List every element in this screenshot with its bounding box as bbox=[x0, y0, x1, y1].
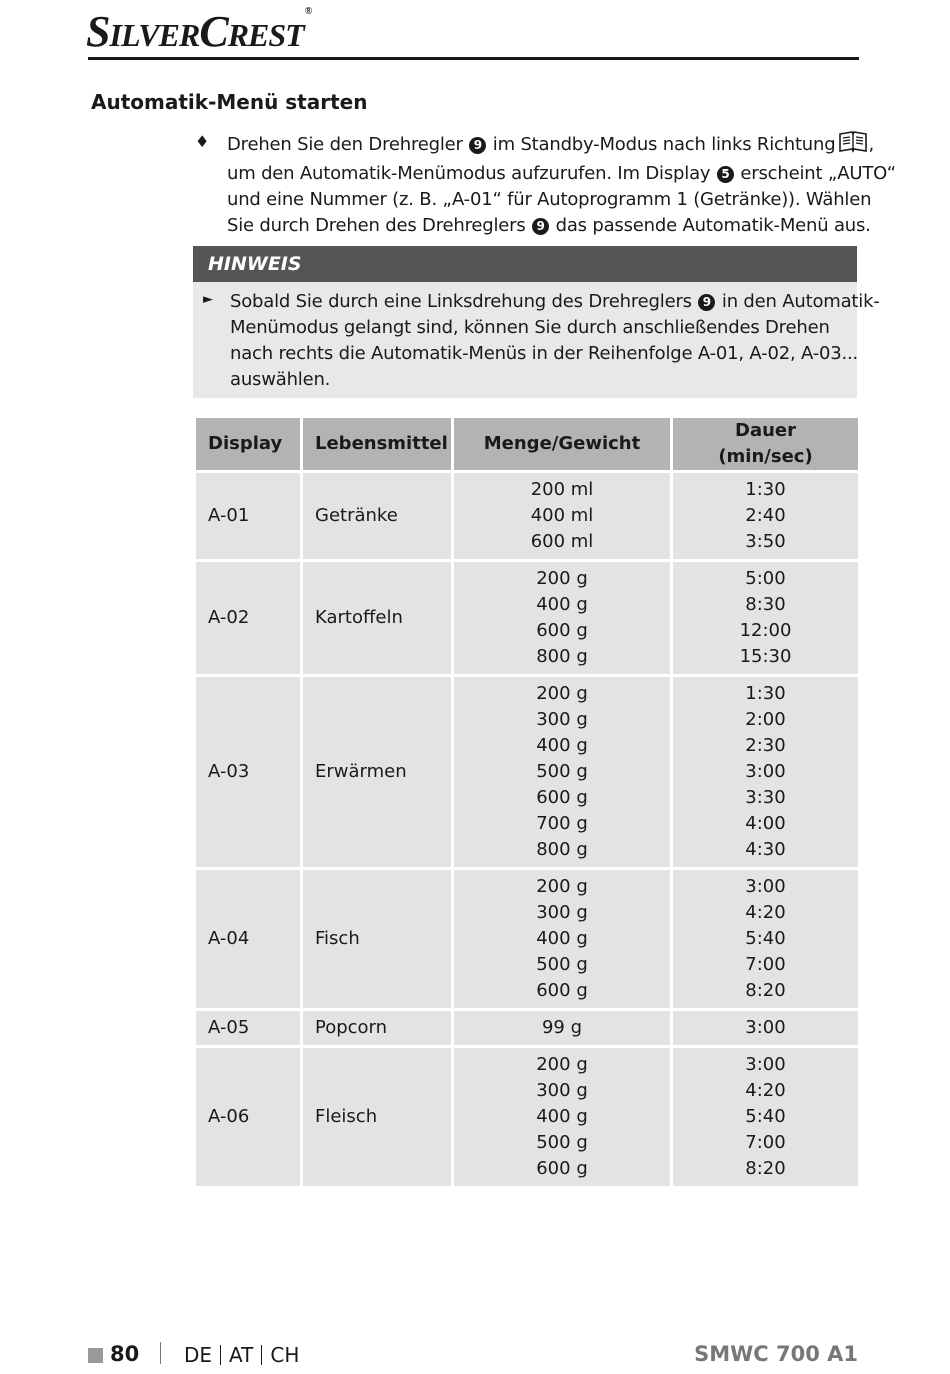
footer-separator bbox=[160, 1342, 161, 1364]
duration-value: 7:00 bbox=[745, 954, 786, 975]
header-amount: Menge/Gewicht bbox=[453, 417, 672, 472]
amount-value: 200 g bbox=[536, 683, 588, 704]
cell-durations bbox=[672, 1010, 860, 1047]
intro-text: um den Automatik-Menümodus aufzurufen. Im Display bbox=[227, 163, 711, 184]
header-duration bbox=[672, 417, 860, 472]
duration-value: 7:00 bbox=[745, 1132, 786, 1153]
duration-value: 3:00 bbox=[745, 876, 786, 897]
cell-amounts bbox=[453, 676, 672, 869]
intro-text: , bbox=[868, 134, 874, 155]
cell-durations bbox=[672, 676, 860, 869]
amount-value: 700 g bbox=[536, 813, 588, 834]
amount-value: 400 g bbox=[536, 594, 588, 615]
duration-value: 1:30 bbox=[745, 683, 786, 704]
cell-display: A-06 bbox=[195, 1047, 302, 1188]
knob-reference-badge: 9 bbox=[698, 294, 715, 311]
cell-durations bbox=[672, 869, 860, 1010]
duration-value: 5:40 bbox=[745, 928, 786, 949]
duration-value: 4:20 bbox=[745, 1080, 786, 1101]
page-number: 80 bbox=[110, 1342, 140, 1366]
amount-value: 500 g bbox=[536, 1132, 588, 1153]
header-duration-line: Dauer bbox=[735, 420, 796, 441]
duration-value: 3:30 bbox=[745, 787, 786, 808]
intro-text: Sie durch Drehen des Drehreglers bbox=[227, 215, 526, 236]
amount-value: 500 g bbox=[536, 954, 588, 975]
hint-body bbox=[193, 282, 880, 398]
amount-value: 200 g bbox=[536, 876, 588, 897]
brand-logo-letters: ILVER bbox=[109, 17, 200, 53]
amount-value: 500 g bbox=[536, 761, 588, 782]
duration-value: 3:00 bbox=[745, 1054, 786, 1075]
cell-display: A-01 bbox=[195, 472, 302, 561]
duration-value: 8:20 bbox=[745, 980, 786, 1001]
amount-value: 200 g bbox=[536, 1054, 588, 1075]
cell-food: Kartoffeln bbox=[302, 561, 453, 676]
duration-value: 4:20 bbox=[745, 902, 786, 923]
cell-amounts bbox=[453, 869, 672, 1010]
duration-value: 5:00 bbox=[745, 568, 786, 589]
hint-text-line: auswählen. bbox=[230, 369, 331, 390]
table-row bbox=[195, 1010, 860, 1047]
amount-value: 300 g bbox=[536, 709, 588, 730]
duration-value: 4:00 bbox=[745, 813, 786, 834]
language-code: CH bbox=[270, 1343, 300, 1367]
bullet-diamond-icon: ♦ bbox=[195, 132, 210, 151]
amount-value: 600 g bbox=[536, 787, 588, 808]
hint-header bbox=[193, 246, 857, 282]
language-code: AT bbox=[229, 1343, 254, 1367]
intro-text: erscheint „AUTO“ bbox=[740, 163, 896, 184]
cell-display: A-05 bbox=[195, 1010, 302, 1047]
cell-amounts bbox=[453, 1047, 672, 1188]
hint-title: HINWEIS bbox=[208, 253, 302, 275]
duration-value: 2:40 bbox=[745, 505, 786, 526]
intro-text: und eine Nummer (z. B. „A-01“ für Autoprogramm 1 (Getränke)). Wählen bbox=[227, 189, 872, 210]
cell-durations bbox=[672, 561, 860, 676]
duration-value: 2:30 bbox=[745, 735, 786, 756]
table-row bbox=[195, 1047, 860, 1188]
display-reference-badge: 5 bbox=[717, 166, 734, 183]
table-row bbox=[195, 676, 860, 869]
hint-text-line: Sobald Sie durch eine Linksdrehung des Drehreglers bbox=[230, 291, 692, 312]
cell-display: A-02 bbox=[195, 561, 302, 676]
duration-value: 15:30 bbox=[739, 646, 792, 667]
duration-value: 2:00 bbox=[745, 709, 786, 730]
intro-text: das passende Automatik-Menü aus. bbox=[555, 215, 871, 236]
header-food: Lebensmittel bbox=[302, 417, 453, 472]
duration-value: 8:20 bbox=[745, 1158, 786, 1179]
cell-amounts bbox=[453, 472, 672, 561]
duration-value: 8:30 bbox=[745, 594, 786, 615]
cell-durations bbox=[672, 1047, 860, 1188]
knob-reference-badge: 9 bbox=[469, 137, 486, 154]
amount-value: 400 g bbox=[536, 735, 588, 756]
cell-food: Erwärmen bbox=[302, 676, 453, 869]
amount-value: 800 g bbox=[536, 839, 588, 860]
cell-food: Fisch bbox=[302, 869, 453, 1010]
cell-display: A-03 bbox=[195, 676, 302, 869]
duration-value: 3:50 bbox=[745, 531, 786, 552]
model-number: SMWC 700 A1 bbox=[694, 1342, 858, 1366]
table-row bbox=[195, 869, 860, 1010]
hint-text-line: Menümodus gelangt sind, können Sie durch anschließendes Drehen bbox=[230, 317, 830, 338]
language-code: DE bbox=[184, 1343, 213, 1367]
cell-food: Getränke bbox=[302, 472, 453, 561]
duration-value: 5:40 bbox=[745, 1106, 786, 1127]
amount-value: 400 g bbox=[536, 1106, 588, 1127]
arrow-right-icon: ► bbox=[203, 292, 213, 307]
brand-logo-letter: C bbox=[199, 7, 228, 56]
registered-mark: ® bbox=[304, 6, 312, 17]
footer-languages bbox=[184, 1343, 299, 1367]
table-header-row bbox=[195, 417, 860, 472]
duration-value: 4:30 bbox=[745, 839, 786, 860]
table-row bbox=[195, 561, 860, 676]
page-footer bbox=[0, 1340, 950, 1370]
intro-paragraph bbox=[227, 131, 896, 239]
brand-logo bbox=[86, 6, 311, 57]
amount-value: 200 g bbox=[536, 568, 588, 589]
amount-value: 800 g bbox=[536, 646, 588, 667]
duration-value: 3:00 bbox=[745, 761, 786, 782]
duration-value: 3:00 bbox=[745, 1017, 786, 1038]
knob-reference-badge: 9 bbox=[532, 218, 549, 235]
brand-logo-letter: S bbox=[86, 7, 110, 56]
amount-value: 600 g bbox=[536, 1158, 588, 1179]
amount-value: 600 ml bbox=[530, 531, 594, 552]
open-book-icon bbox=[838, 131, 868, 161]
hint-text-line: nach rechts die Automatik-Menüs in der Reihenfolge A-01, A-02, A-03... bbox=[230, 343, 859, 364]
header-duration-unit: (min/sec) bbox=[718, 446, 813, 467]
amount-value: 400 g bbox=[536, 928, 588, 949]
hint-text bbox=[230, 289, 880, 393]
table-row bbox=[195, 472, 860, 561]
brand-logo-letters: REST bbox=[227, 17, 304, 53]
header-display: Display bbox=[195, 417, 302, 472]
intro-text: im Standby-Modus nach links Richtung bbox=[492, 134, 836, 155]
amount-value: 300 g bbox=[536, 902, 588, 923]
automatic-menu-table bbox=[193, 415, 861, 1189]
header-rule bbox=[88, 57, 859, 60]
duration-value: 1:30 bbox=[745, 479, 786, 500]
cell-food: Popcorn bbox=[302, 1010, 453, 1047]
cell-amounts bbox=[453, 1010, 672, 1047]
amount-value: 99 g bbox=[541, 1017, 583, 1038]
section-title: Automatik-Menü starten bbox=[91, 90, 368, 114]
hint-text-line: in den Automatik- bbox=[721, 291, 880, 312]
amount-value: 600 g bbox=[536, 980, 588, 1001]
cell-display: A-04 bbox=[195, 869, 302, 1010]
amount-value: 600 g bbox=[536, 620, 588, 641]
amount-value: 400 ml bbox=[530, 505, 594, 526]
duration-value: 12:00 bbox=[739, 620, 792, 641]
intro-text: Drehen Sie den Drehregler bbox=[227, 134, 463, 155]
cell-food: Fleisch bbox=[302, 1047, 453, 1188]
footer-square-marker bbox=[88, 1348, 103, 1363]
cell-amounts bbox=[453, 561, 672, 676]
cell-durations bbox=[672, 472, 860, 561]
amount-value: 300 g bbox=[536, 1080, 588, 1101]
amount-value: 200 ml bbox=[530, 479, 594, 500]
